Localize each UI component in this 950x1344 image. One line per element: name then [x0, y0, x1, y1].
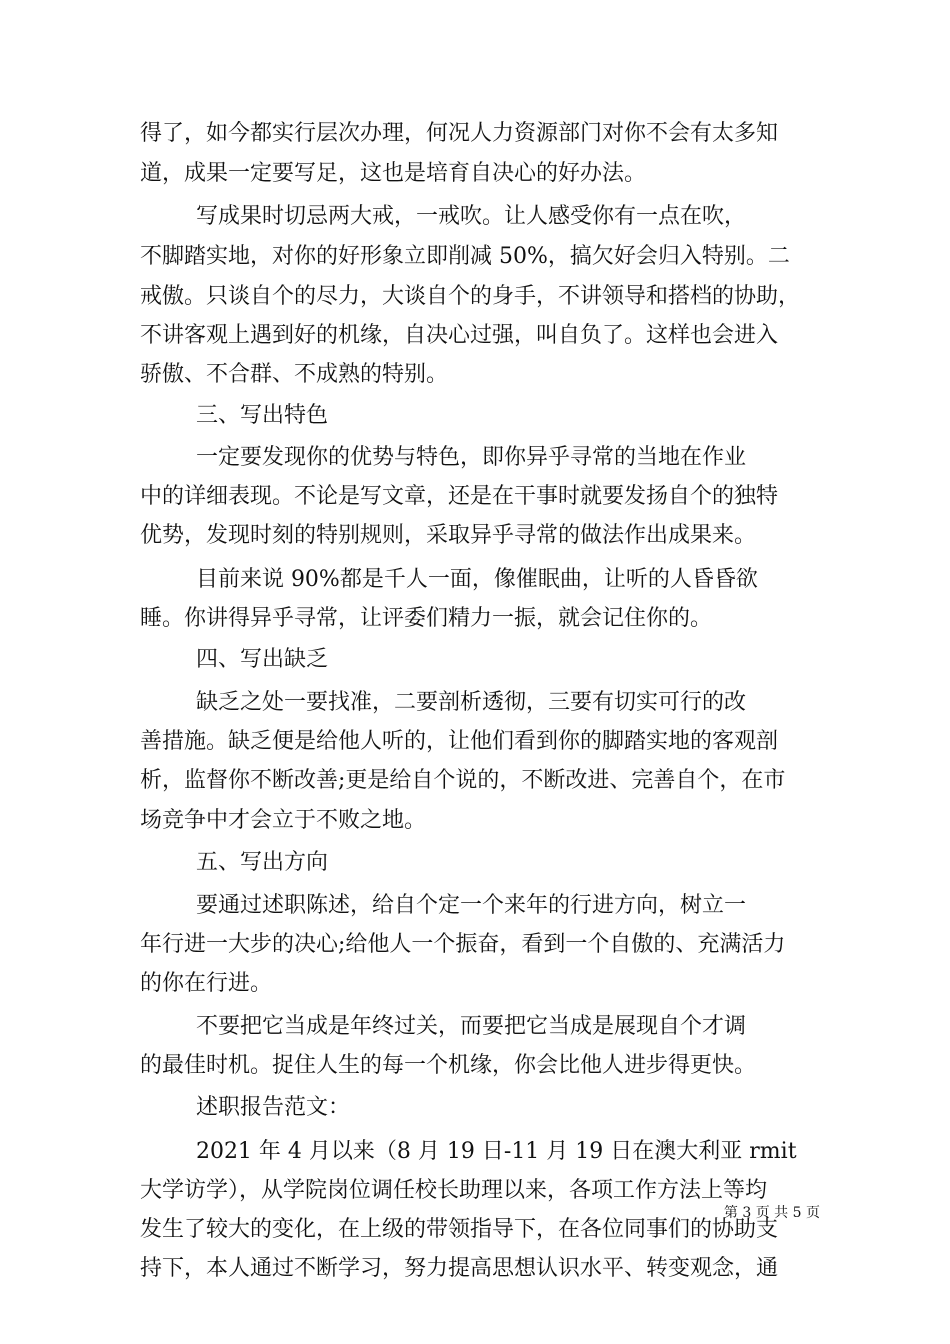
- text-line: 年行进一大步的决心;给他人一个振奋，看到一个自傲的、充满活力: [140, 932, 786, 957]
- text-line: 不要把它当成是年终过关，而要把它当成是展现自个才调: [140, 1014, 746, 1039]
- text-line: 持下，本人通过不断学习，努力提高思想认识水平、转变观念，通: [140, 1256, 779, 1281]
- text-line: 场竞争中才会立于不败之地。: [140, 808, 427, 833]
- page-number: 第 3 页 共 5 页: [723, 1205, 820, 1221]
- text-line: 发生了较大的变化，在上级的带领指导下，在各位同事们的协助支: [140, 1217, 779, 1242]
- text-line: 不脚踏实地，对你的好形象立即削减 50%，搞欠好会归入特别。二: [140, 244, 790, 269]
- text-line: 2021 年 4 月以来（8 月 19 日-11 月 19 日在澳大利亚 rmit: [140, 1139, 797, 1164]
- text-line: 不讲客观上遇到好的机缘，自决心过强，叫自负了。这样也会进入: [140, 323, 779, 348]
- section-heading: 四、写出缺乏: [140, 647, 328, 672]
- section-heading: 述职报告范文：: [140, 1095, 350, 1120]
- text-line: 善措施。缺乏便是给他人听的，让他们看到你的脚踏实地的客观剖: [140, 729, 779, 754]
- text-line: 骄傲、不合群、不成熟的特别。: [140, 362, 449, 387]
- text-line: 睡。你讲得异乎寻常，让评委们精力一振，就会记住你的。: [140, 606, 713, 631]
- section-heading: 五、写出方向: [140, 850, 328, 875]
- text-line: 戒傲。只谈自个的尽力，大谈自个的身手，不讲领导和搭档的协助，: [140, 284, 801, 309]
- text-line: 中的详细表现。不论是写文章，还是在干事时就要发扬自个的独特: [140, 484, 779, 509]
- text-line: 要通过述职陈述，给自个定一个来年的行进方向，树立一: [140, 893, 746, 918]
- text-line: 一定要发现你的优势与特色，即你异乎寻常的当地在作业: [140, 445, 746, 470]
- text-line: 优势，发现时刻的特别规则，采取异乎寻常的做法作出成果来。: [140, 523, 757, 548]
- text-line: 缺乏之处一要找准，二要剖析透彻，三要有切实可行的改: [140, 690, 746, 715]
- text-line: 道，成果一定要写足，这也是培育自决心的好办法。: [140, 161, 647, 186]
- text-line: 的最佳时机。捉住人生的每一个机缘，你会比他人进步得更快。: [140, 1053, 757, 1078]
- text-line: 的你在行进。: [140, 971, 273, 996]
- text-line: 析，监督你不断改善;更是给自个说的，不断改进、完善自个，在市: [140, 768, 786, 793]
- text-line: 目前来说 90%都是千人一面，像催眠曲，让听的人昏昏欲: [140, 567, 758, 592]
- text-line: 写成果时切忌两大戒，一戒吹。让人感受你有一点在吹，: [140, 204, 746, 229]
- section-heading: 三、写出特色: [140, 403, 328, 428]
- text-line: 大学访学），从学院岗位调任校长助理以来，各项工作方法上等均: [140, 1178, 768, 1203]
- text-line: 得了，如今都实行层次办理，何况人力资源部门对你不会有太多知: [140, 121, 779, 146]
